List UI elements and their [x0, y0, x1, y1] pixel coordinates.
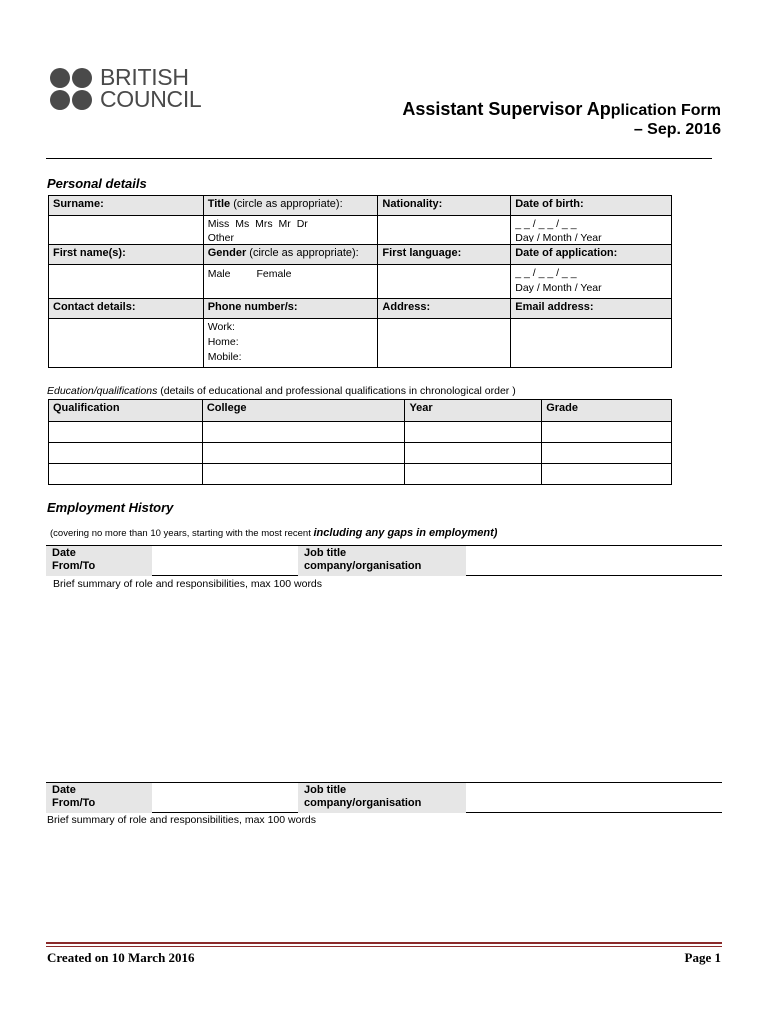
title-hint: (circle as appropriate): — [230, 198, 343, 210]
employment-history-heading: Employment History — [47, 500, 174, 515]
year-cell[interactable] — [405, 422, 542, 443]
email-field[interactable] — [511, 319, 672, 368]
education-heading-rest: (details of educational and professional qualifications in chronological order ) — [157, 385, 516, 397]
summary-field-2[interactable] — [46, 828, 722, 936]
logo-dot — [72, 90, 92, 110]
job-title-field[interactable] — [466, 546, 722, 576]
date-from-to-label — [46, 546, 152, 576]
from-to-label: From/To — [52, 560, 96, 572]
address-field[interactable] — [378, 319, 511, 368]
date-label: Date — [52, 784, 76, 796]
title-label — [203, 196, 378, 216]
dob-blank[interactable]: _ _ / _ _ / _ _ — [515, 218, 577, 230]
job-title-text: Job title — [304, 547, 347, 559]
header-divider — [46, 158, 712, 159]
gender-male[interactable]: Male — [207, 268, 231, 280]
title-part-3: plication Form — [610, 102, 721, 119]
nationality-field[interactable] — [378, 216, 511, 245]
logo-dot — [72, 68, 92, 88]
summary-label-2: Brief summary of role and responsibilities, max 100 words — [47, 814, 317, 826]
title-options[interactable] — [203, 216, 378, 245]
date-application-label: Date of application: — [511, 245, 672, 265]
college-cell[interactable] — [202, 422, 405, 443]
dob-format: Day / Month / Year — [515, 232, 602, 242]
table-row — [49, 464, 672, 485]
contact-details-label: Contact details: — [49, 299, 204, 319]
logo-line-1: BRITISH — [100, 64, 189, 90]
gender-female[interactable]: Female — [256, 268, 292, 280]
college-header: College — [202, 400, 405, 422]
gender-options[interactable] — [203, 265, 378, 299]
surname-label: Surname: — [49, 196, 204, 216]
year-cell[interactable] — [405, 443, 542, 464]
footer-created-date: Created on 10 March 2016 — [47, 950, 195, 965]
date-application-format: Day / Month / Year — [515, 282, 602, 294]
personal-details-heading: Personal details — [47, 176, 147, 191]
contact-details-field[interactable] — [49, 319, 204, 368]
employment-note-plain: (covering no more than 10 years, starting with the most recent — [50, 528, 314, 539]
employment-entry-1 — [46, 545, 722, 576]
qualification-header: Qualification — [49, 400, 203, 422]
phone-label: Phone number/s: — [203, 299, 378, 319]
first-names-field[interactable] — [49, 265, 204, 299]
grade-cell[interactable] — [542, 443, 672, 464]
year-header: Year — [405, 400, 542, 422]
logo-dot — [50, 68, 70, 88]
employment-note — [50, 527, 497, 539]
job-title-text: Job title — [304, 784, 347, 796]
grade-cell[interactable] — [542, 464, 672, 485]
qualification-cell[interactable] — [49, 422, 203, 443]
qualification-cell[interactable] — [49, 464, 203, 485]
british-council-logo-mark — [50, 68, 94, 112]
date-application-blank[interactable]: _ _ / _ _ / _ _ — [515, 267, 577, 279]
dob-label: Date of birth: — [511, 196, 672, 216]
form-date: – Sep. 2016 — [633, 121, 721, 138]
first-language-label: First language: — [378, 245, 511, 265]
date-from-to-field[interactable] — [152, 783, 298, 813]
grade-cell[interactable] — [542, 422, 672, 443]
qualification-cell[interactable] — [49, 443, 203, 464]
email-label: Email address: — [511, 299, 672, 319]
personal-details-table — [48, 195, 672, 368]
gender-label-text: Gender — [207, 247, 247, 259]
date-application-field[interactable] — [511, 265, 672, 299]
surname-field[interactable] — [49, 216, 204, 245]
job-title-field[interactable] — [466, 783, 722, 813]
logo-dot — [50, 90, 70, 110]
company-text: company/organisation — [304, 560, 422, 572]
year-cell[interactable] — [405, 464, 542, 485]
grade-header: Grade — [542, 400, 672, 422]
date-label: Date — [52, 547, 76, 559]
first-names-label: First name(s): — [49, 245, 204, 265]
education-table — [48, 399, 672, 485]
from-to-label: From/To — [52, 797, 96, 809]
date-from-to-label — [46, 783, 152, 813]
employment-entry-2 — [46, 782, 722, 813]
summary-label-1: Brief summary of role and responsibilities, max 100 words — [53, 578, 323, 590]
title-part-2: Ap — [586, 99, 611, 119]
phone-fields[interactable] — [203, 319, 378, 368]
education-heading — [47, 385, 516, 397]
date-from-to-field[interactable] — [152, 546, 298, 576]
address-label: Address: — [378, 299, 511, 319]
table-row — [49, 443, 672, 464]
education-heading-italic: Education/qualifications — [47, 385, 158, 397]
table-row — [49, 422, 672, 443]
phone-mobile[interactable]: Mobile: — [207, 351, 242, 363]
dob-field[interactable] — [511, 216, 672, 245]
nationality-label: Nationality: — [378, 196, 511, 216]
title-part-1: Assistant Supervisor — [402, 99, 587, 119]
form-title — [402, 99, 721, 120]
summary-field-1[interactable] — [46, 592, 722, 778]
footer-divider-thin — [46, 946, 722, 947]
footer-page-number: Page 1 — [684, 950, 721, 965]
phone-home[interactable]: Home: — [207, 336, 239, 348]
employment-note-emphasis: including any gaps in employment) — [313, 527, 498, 539]
first-language-field[interactable] — [378, 265, 511, 299]
logo-line-2: COUNCIL — [100, 86, 202, 112]
title-options-list[interactable]: Miss Ms Mrs Mr Dr — [207, 218, 308, 230]
college-cell[interactable] — [202, 443, 405, 464]
title-other[interactable]: Other — [207, 232, 234, 242]
footer-divider — [46, 942, 722, 944]
college-cell[interactable] — [202, 464, 405, 485]
gender-label — [203, 245, 378, 265]
title-label-text: Title — [207, 198, 231, 210]
company-text: company/organisation — [304, 797, 422, 809]
job-title-label — [298, 546, 466, 576]
british-council-logo-text — [100, 66, 201, 110]
phone-work[interactable]: Work: — [207, 321, 235, 333]
gender-hint: (circle as appropriate): — [246, 247, 359, 259]
job-title-label — [298, 783, 466, 813]
